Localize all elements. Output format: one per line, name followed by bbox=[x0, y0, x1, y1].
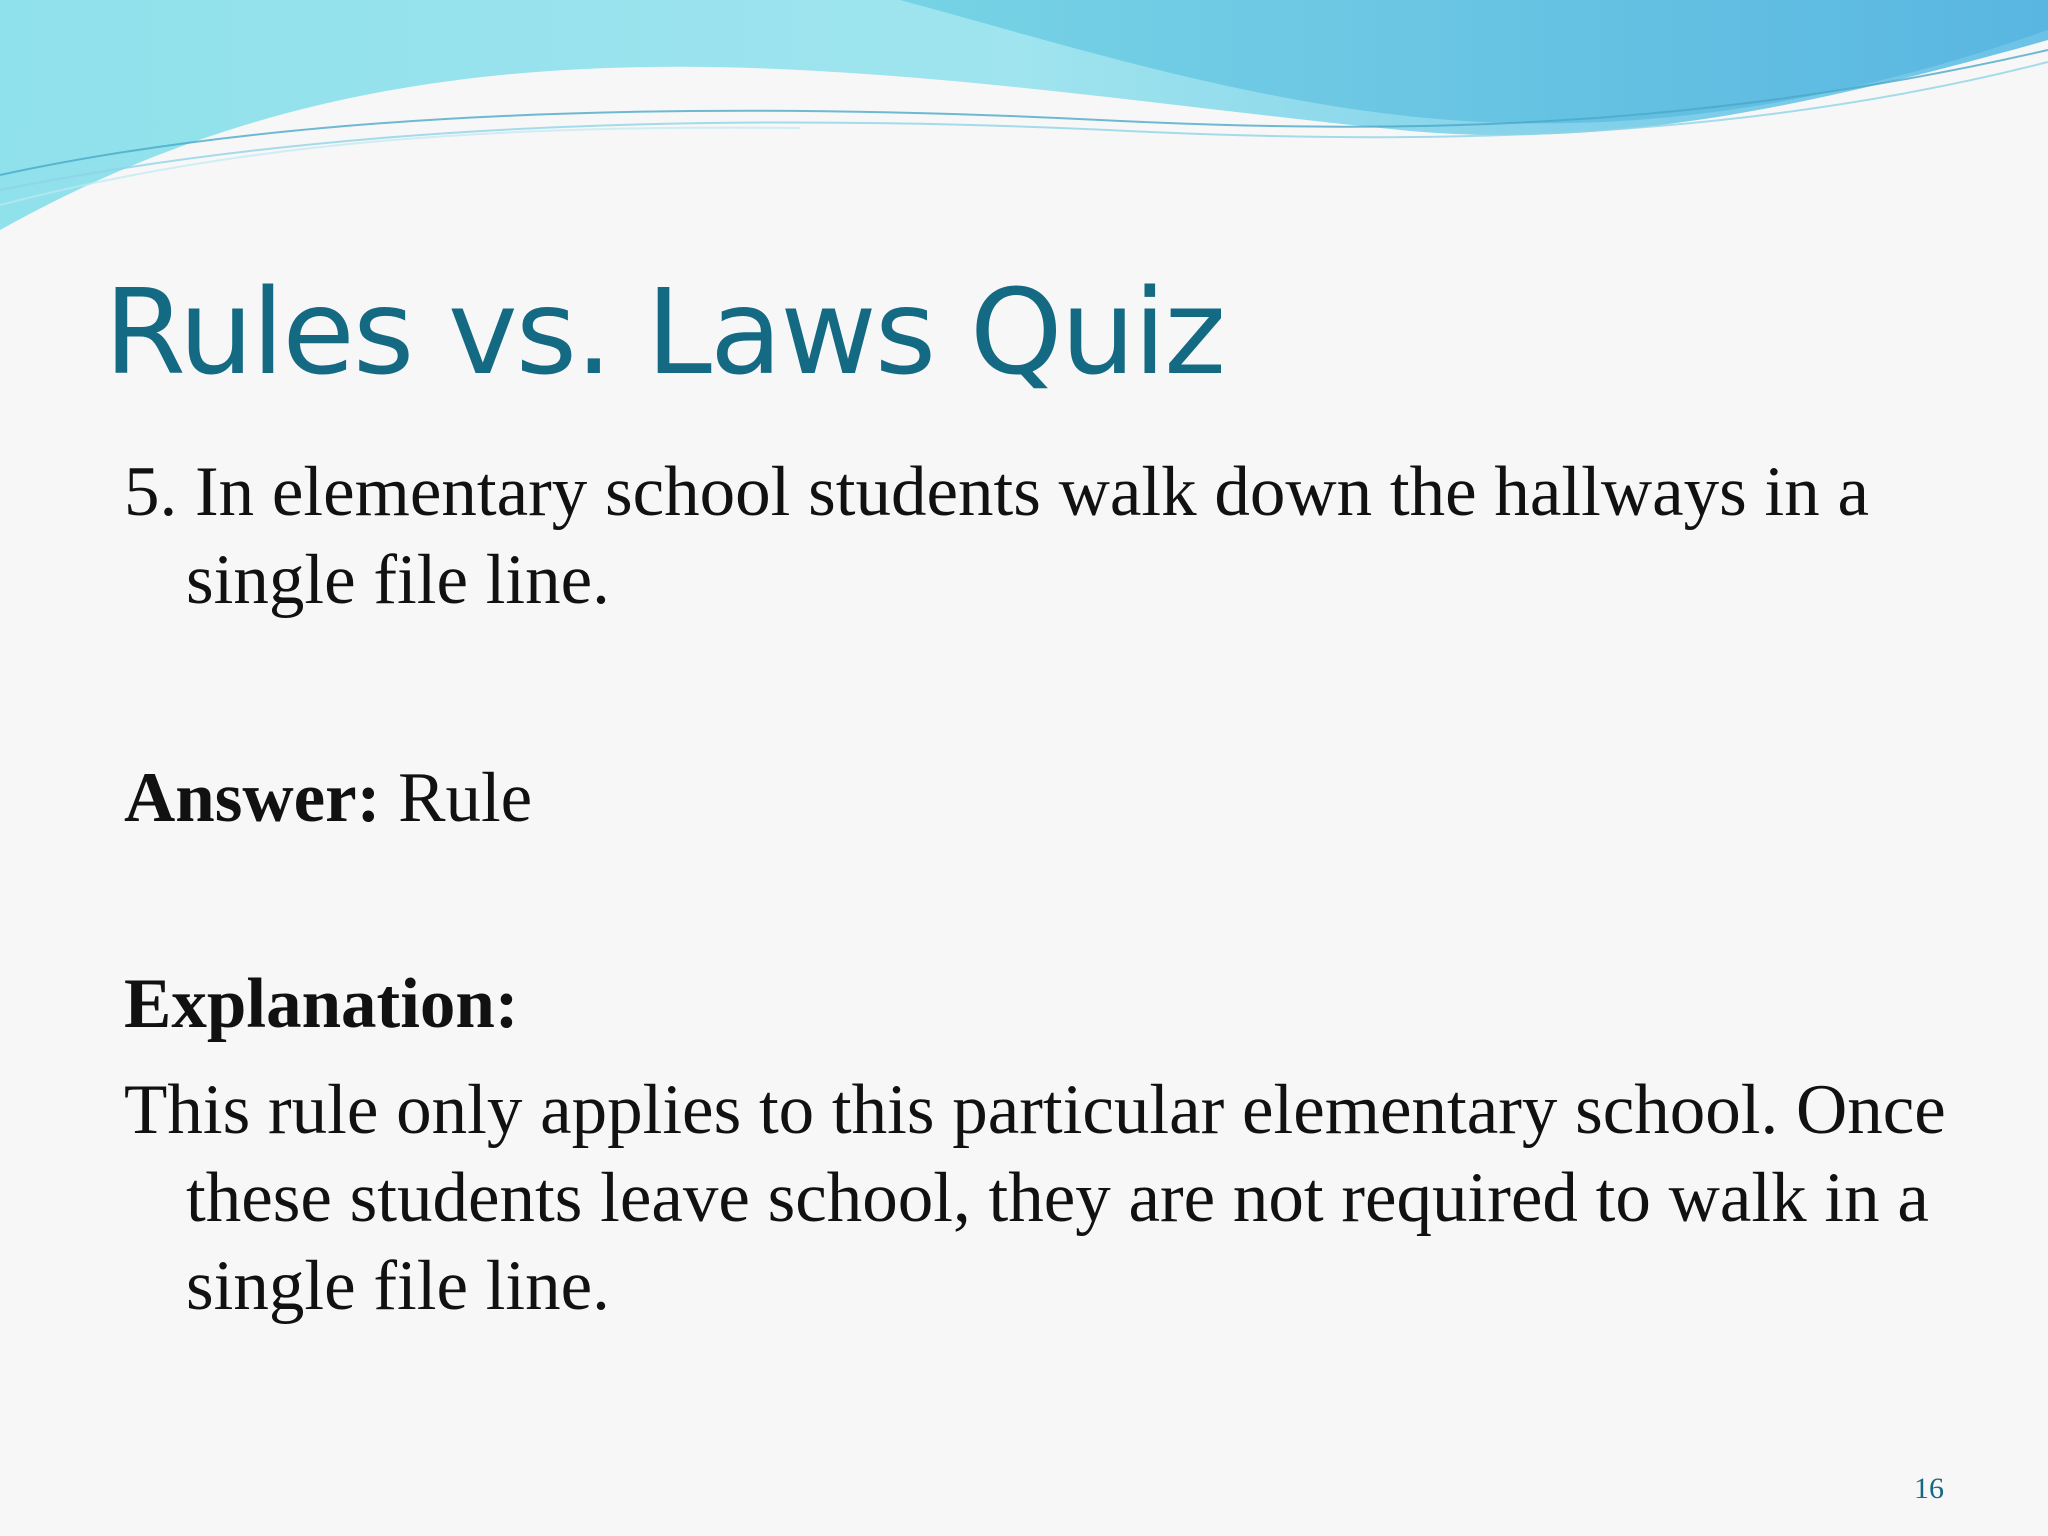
quiz-question: 5. In elementary school students walk down the hallways in a single file line. bbox=[124, 453, 1870, 619]
answer-value: Rule bbox=[380, 759, 533, 837]
explanation-text: This rule only applies to this particular elementary school. Once these students leave school, they are not required to walk in a single file line. bbox=[124, 1071, 1946, 1325]
slide-title: Rules vs. Laws Quiz bbox=[104, 263, 1225, 401]
explanation-label: Explanation: bbox=[124, 965, 519, 1043]
answer-line bbox=[124, 754, 1964, 842]
page-number: 16 bbox=[1914, 1472, 1944, 1505]
header-wave-decoration bbox=[0, 0, 2048, 240]
answer-label: Answer: bbox=[124, 759, 381, 837]
slide-body bbox=[124, 448, 1964, 1330]
